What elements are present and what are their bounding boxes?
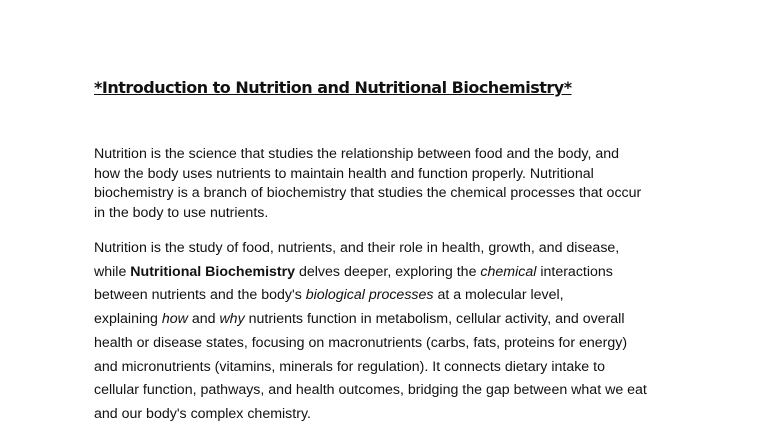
document-title: *Introduction to Nutrition and Nutritional Biochemistry* [94,78,572,97]
detail-paragraph-line-6: and micronutrients (vitamins, minerals for regulation). It connects dietary intake to [94,358,605,375]
detail-paragraph-line-8: and our body's complex chemistry. [94,405,311,422]
detail-paragraph-line-3 [94,284,719,308]
detail-paragraph-line-7: cellular function, pathways, and health outcomes, bridging the gap between what we eat [94,382,647,399]
detail-paragraph-line-2 [94,261,719,285]
intro-paragraph [94,145,714,223]
italic-term-how: how [161,311,188,328]
detail-text: between nutrients and the body's [94,287,306,304]
detail-paragraph [94,237,719,427]
detail-text: at a molecular level, [433,287,564,304]
detail-text: interactions [536,263,613,280]
detail-text: while [94,263,131,280]
detail-paragraph-line-4 [94,308,719,332]
detail-paragraph-line-1: Nutrition is the study of food, nutrients, and their role in health, growth, and disease, [94,240,620,256]
italic-term-biological-processes: biological processes [305,287,434,304]
bold-term-nutritional-biochemistry: Nutritional Biochemistry [130,263,296,280]
intro-paragraph-line-2: how the body uses nutrients to maintain health and function properly. Nutritional [94,165,594,182]
detail-text: explaining [94,311,162,328]
italic-term-why: why [219,311,245,328]
detail-paragraph-line-5: health or disease states, focusing on macronutrients (carbs, fats, proteins for energy) [94,334,628,351]
intro-paragraph-line-1: Nutrition is the science that studies the relationship between food and the body, and [94,146,620,162]
detail-text: delves deeper, exploring the [295,263,481,280]
detail-text: and [187,311,220,328]
intro-paragraph-line-4: in the body to use nutrients. [94,204,269,221]
intro-paragraph-line-3: biochemistry is a branch of biochemistry that studies the chemical processes that occur [94,185,642,201]
italic-term-chemical: chemical [480,263,537,280]
detail-text: nutrients function in metabolism, cellular activity, and overall [244,311,625,328]
